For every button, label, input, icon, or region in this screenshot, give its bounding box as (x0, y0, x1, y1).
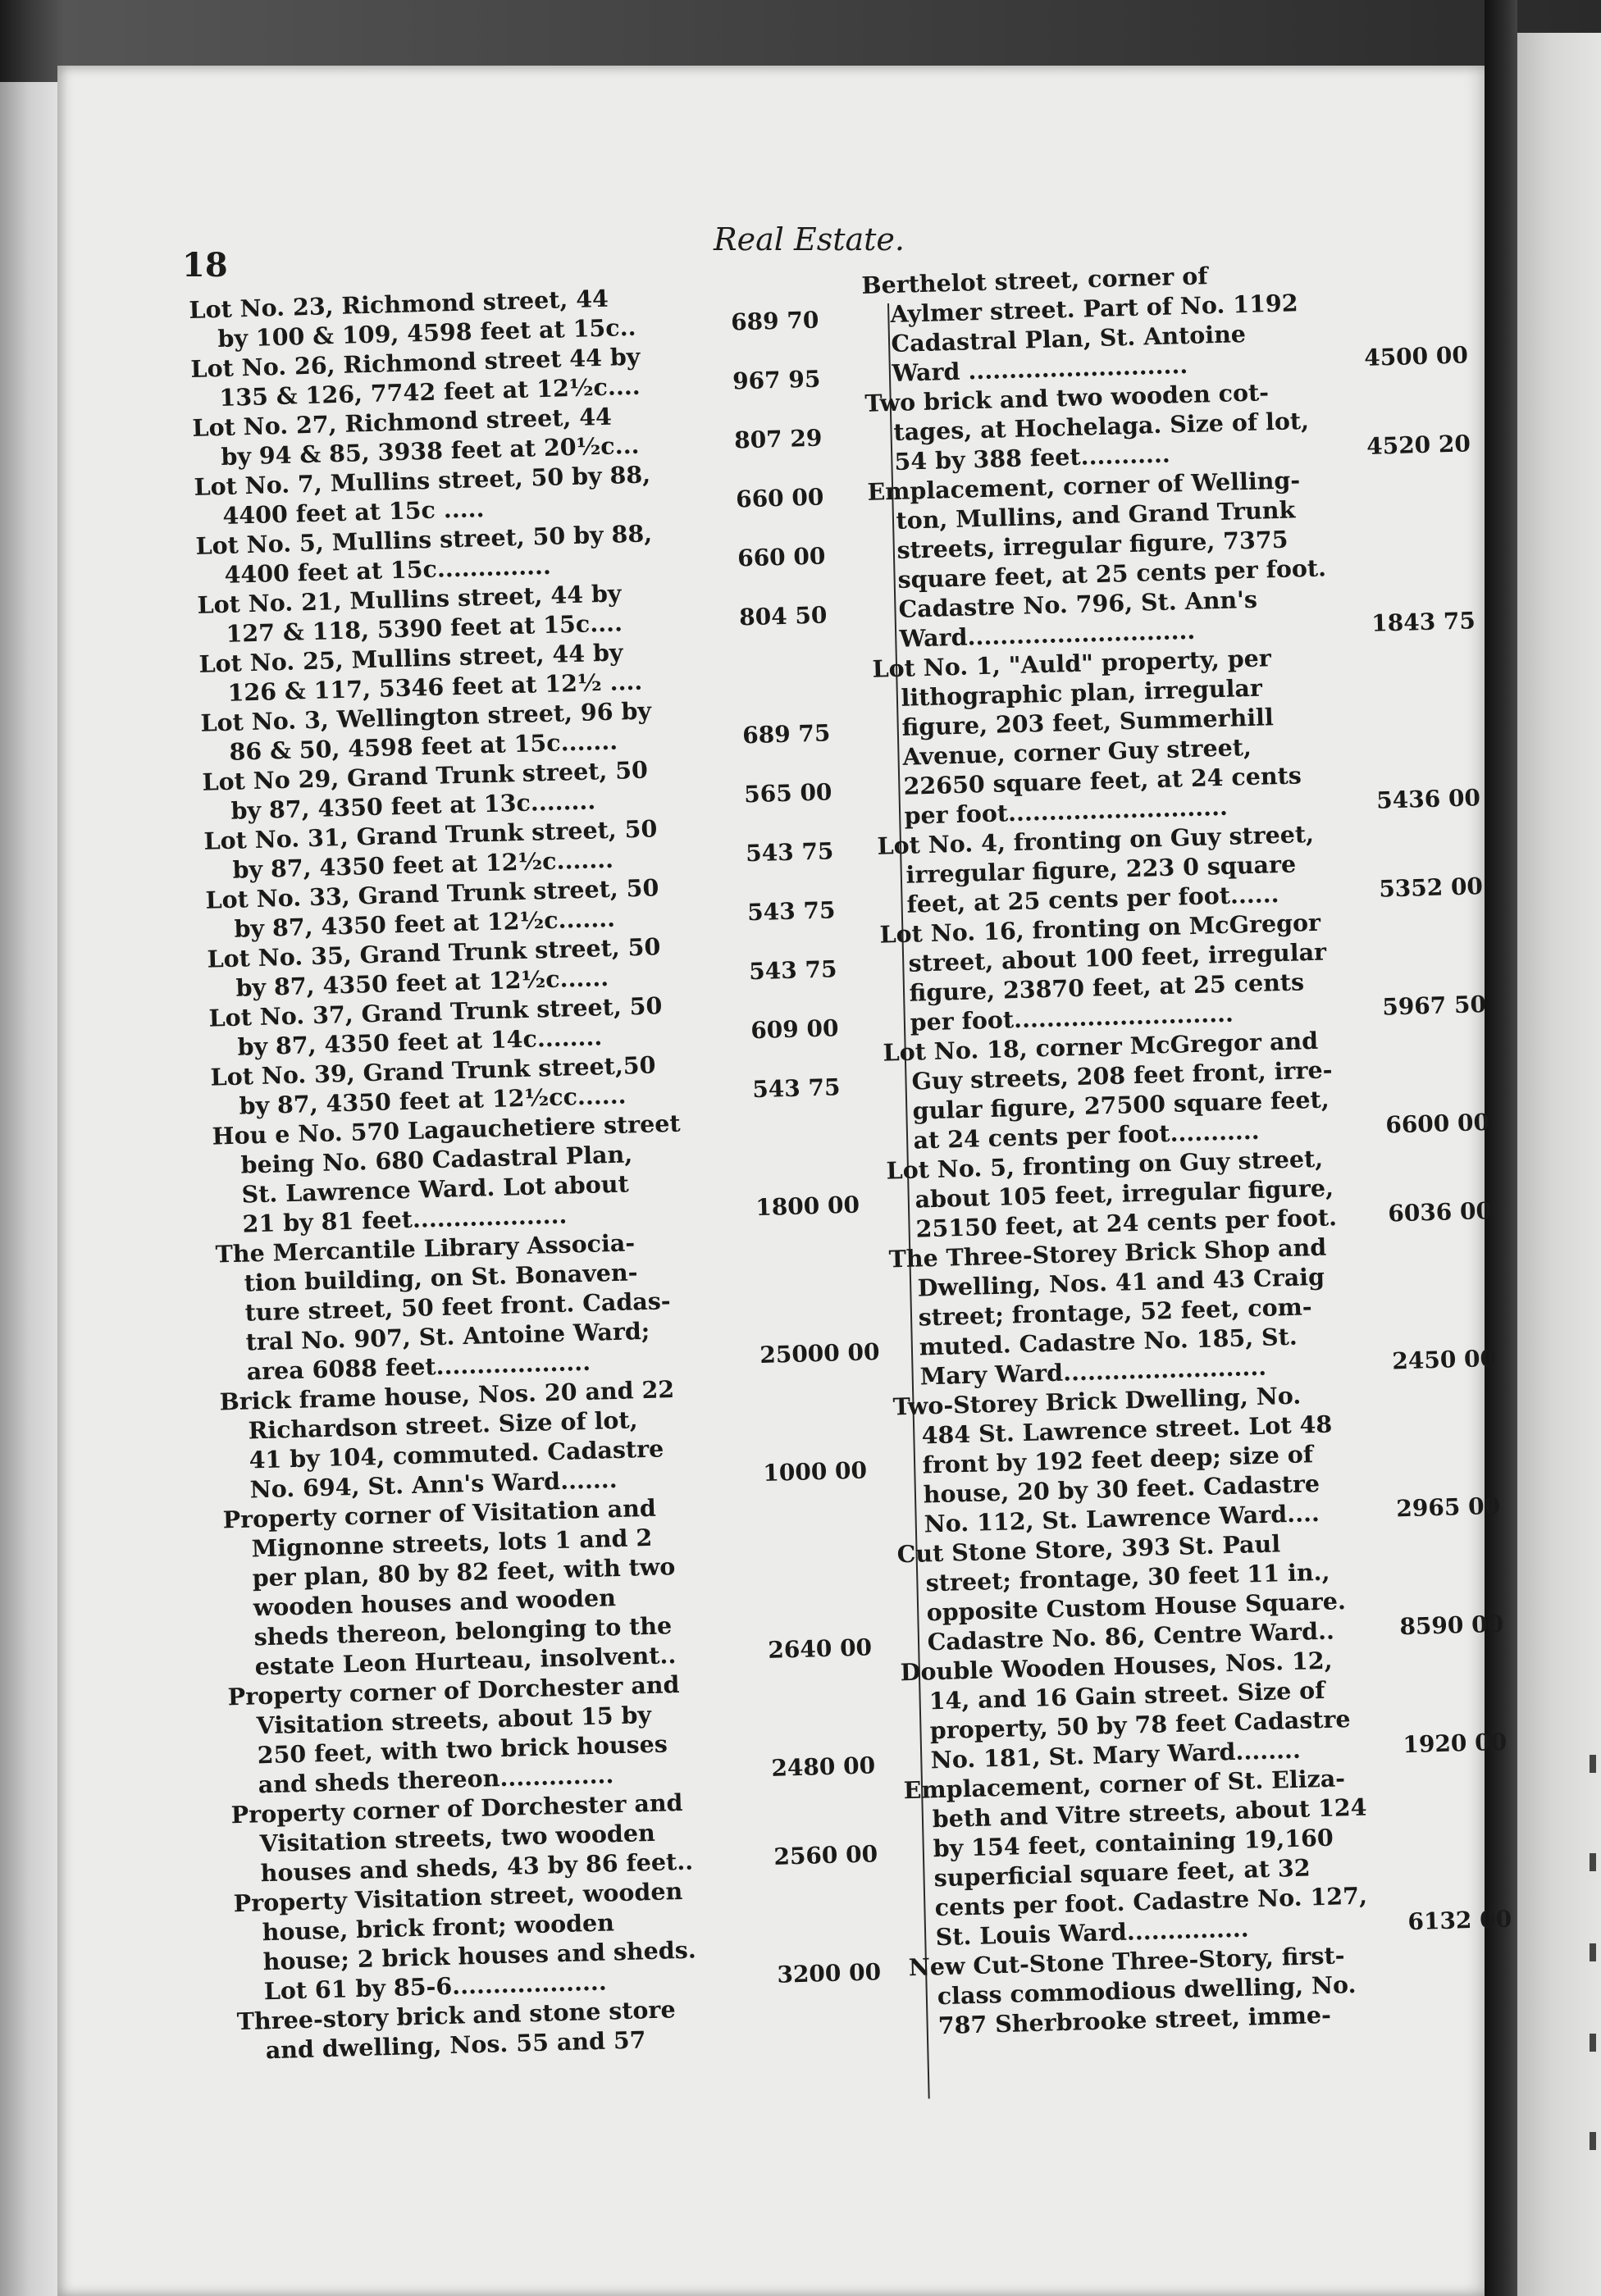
listing-line: and dwelling, Nos. 55 and 57 (265, 2025, 646, 2065)
listing-line: by 87, 4350 feet at 12½c....... (232, 845, 614, 884)
listing-line: 135 & 126, 7742 feet at 12½c.... (219, 371, 641, 412)
listing-entry (908, 1935, 1534, 2041)
listing-entry (212, 1102, 896, 1239)
listing-line: Double Wooden Houses, Nos. 12, (900, 1646, 1333, 1687)
listing-line: Lot No. 21, Mullins street, 44 by (197, 579, 622, 619)
listing-line: house; 2 brick houses and sheds. (262, 1935, 697, 1976)
listing-line: Lot No. 5, Mullins street, 50 by 88, (195, 519, 653, 560)
listing-entry (877, 814, 1503, 920)
listing-line: 86 & 50, 4598 feet at 15c....... (229, 727, 618, 766)
listing-entry (233, 1870, 917, 2007)
listing-line: Aylmer street. Part of No. 1192 (890, 289, 1299, 329)
listing-price: 2965 00 (1395, 1492, 1501, 1523)
listing-entry (903, 1758, 1531, 1952)
listing-entry (227, 1663, 911, 1800)
listing-entry (215, 1220, 900, 1387)
listing-price: 543 75 (751, 1073, 841, 1104)
listing-line: Lot No. 35, Grand Trunk street, 50 (207, 932, 661, 973)
listing-line: Lot No. 27, Richmond street, 44 (192, 402, 613, 442)
listing-line: by 94 & 85, 3938 feet at 20½c... (221, 430, 640, 471)
listing-line: tages, at Hochelaga. Size of lot, (893, 406, 1310, 446)
listing-line: cents per foot. Cadastre No. 127, (934, 1881, 1368, 1922)
listing-line: Guy streets, 208 feet front, irre- (911, 1055, 1333, 1096)
listing-entry (861, 253, 1488, 389)
listing-line: 22650 square feet, at 24 cents (903, 761, 1302, 800)
listing-price: 2560 00 (773, 1840, 878, 1870)
listing-entry (883, 1020, 1509, 1155)
listing-line: class commodious dwelling, No. (937, 1970, 1357, 2011)
listing-line: 4400 feet at 15c.............. (224, 551, 552, 589)
listing-line: Ward ........................... (892, 350, 1188, 387)
listing-price: 4500 00 (1363, 341, 1469, 371)
listing-line: Property Visitation street, wooden (233, 1876, 683, 1918)
listing-line: The Mercantile Library Associa- (215, 1228, 636, 1269)
listing-line: Lot No. 3, Wellington street, 96 by (200, 696, 652, 737)
listing-price: 5967 50 (1381, 991, 1487, 1021)
listing-line: Property corner of Dorchester and (227, 1670, 680, 1711)
listing-line: by 100 & 109, 4598 feet at 15c.. (217, 312, 636, 353)
listing-line: Cadastre No. 796, St. Ann's (898, 585, 1258, 623)
listing-line: feet, at 25 cents per foot...... (906, 880, 1279, 918)
listing-line: Lot No. 5, fronting on Guy street, (886, 1144, 1324, 1185)
listing-line: tral No. 907, St. Antoine Ward; (245, 1316, 650, 1356)
listing-line: Lot No. 33, Grand Trunk street, 50 (205, 873, 659, 914)
listing-price: 6132 00 (1407, 1905, 1512, 1936)
listing-entry (888, 1227, 1516, 1392)
listing-price: 1800 00 (755, 1191, 860, 1222)
listing-line: Lot No. 7, Mullins street, 50 by 88, (194, 460, 651, 501)
listing-price: 8590 00 (1398, 1610, 1504, 1641)
listing-line: by 87, 4350 feet at 12½c...... (235, 963, 609, 1002)
listing-price: 660 00 (735, 483, 824, 513)
listing-line: figure, 23870 feet, at 25 cents (909, 968, 1305, 1007)
listing-line: 4400 feet at 15c ..... (222, 494, 485, 530)
listing-price: 807 29 (733, 424, 823, 454)
listing-line: Visitation streets, two wooden (259, 1818, 656, 1858)
listing-line: Visitation streets, about 15 by (256, 1700, 652, 1740)
listing-line: muted. Cadastre No. 185, St. (919, 1322, 1298, 1361)
listing-line: Lot No. 26, Richmond street 44 by (190, 342, 641, 383)
listing-price: 5436 00 (1375, 784, 1481, 814)
listing-line: tion building, on St. Bonaven- (244, 1258, 638, 1297)
listing-line: Two-Storey Brick Dwelling, No. (892, 1381, 1302, 1421)
listing-line: estate Leon Hurteau, insolvent.. (254, 1641, 677, 1681)
listing-line: figure, 203 feet, Summerhill (901, 703, 1275, 741)
listing-line: Mignonne streets, lots 1 and 2 (251, 1523, 653, 1563)
listing-line: Lot No. 18, corner McGregor and (883, 1026, 1319, 1067)
listing-line: by 87, 4350 feet at 13c........ (230, 786, 596, 825)
listing-line: Hou e No. 570 Lagauchetiere street (212, 1109, 682, 1150)
listing-line: Ward............................ (899, 616, 1196, 653)
listing-price: 543 75 (748, 955, 837, 986)
listing-price: 565 00 (743, 778, 832, 809)
listing-line: 126 & 117, 5346 feet at 12½ .... (227, 667, 643, 707)
listing-line: 127 & 118, 5390 feet at 15c.... (226, 608, 623, 648)
listing-line: ture street, 50 feet front. Cadas- (244, 1287, 672, 1327)
listing-price: 609 00 (750, 1014, 839, 1045)
listing-price: 1920 00 (1402, 1728, 1507, 1759)
listing-line: front by 192 feet deep; size of (922, 1440, 1314, 1479)
listing-price: 543 75 (745, 837, 834, 868)
listing-line: 14, and 16 Gain street. Size of (928, 1675, 1325, 1715)
listing-line: Lot No. 25, Mullins street, 44 by (198, 638, 623, 678)
listing-line: by 87, 4350 feet at 14c........ (237, 1023, 603, 1061)
listing-line: Emplacement, corner of St. Eliza- (903, 1764, 1346, 1805)
listing-line: opposite Custom House Square. (926, 1587, 1347, 1627)
listing-line: superficial square feet, at 32 (933, 1853, 1311, 1893)
listing-price: 5352 00 (1378, 872, 1484, 903)
listing-price: 660 00 (737, 542, 826, 572)
listing-line: Lot No 29, Grand Trunk street, 50 (202, 755, 649, 796)
listing-line: Lot No. 23, Richmond street, 44 (189, 284, 609, 324)
listing-price: 967 95 (732, 365, 821, 395)
listing-price: 1000 00 (762, 1456, 868, 1487)
listing-entry (896, 1522, 1523, 1657)
listing-line: The Three-Storey Brick Shop and (888, 1232, 1327, 1273)
listing-line: Emplacement, corner of Welling- (867, 466, 1301, 506)
listing-line: Dwelling, Nos. 41 and 43 Craig (917, 1262, 1325, 1302)
listing-line: irregular figure, 223 0 square (905, 850, 1297, 889)
listing-line: Lot No. 37, Grand Trunk street, 50 (208, 991, 663, 1032)
listing-line: No. 694, St. Ann's Ward....... (249, 1465, 618, 1504)
listing-line: Property corner of Visitation and (222, 1493, 657, 1534)
listing-line: per foot........................... (910, 999, 1234, 1036)
listing-price: 689 70 (730, 306, 819, 336)
listing-entry (867, 460, 1495, 654)
right-column (861, 253, 1534, 2041)
listing-line: and sheds thereon.............. (258, 1761, 614, 1799)
listing-line: Avenue, corner Guy street, (902, 732, 1252, 771)
listing-line: St. Louis Ward............... (935, 1914, 1250, 1952)
listing-line: Lot No. 1, "Auld" property, per (872, 644, 1272, 683)
listing-entry (900, 1640, 1526, 1775)
listing-line: houses and sheds, 43 by 86 feet.. (260, 1847, 694, 1888)
listing-line: by 154 feet, containing 19,160 (933, 1823, 1334, 1863)
listing-line: Brick frame house, Nos. 20 and 22 (219, 1374, 675, 1416)
listing-entry (222, 1486, 908, 1682)
listing-line: sheds thereon, belonging to the (253, 1611, 673, 1651)
listing-price: 2450 00 (1391, 1344, 1497, 1375)
listing-line: being No. 680 Cadastral Plan, (240, 1140, 633, 1179)
listing-entry (219, 1368, 903, 1505)
listing-line: by 87, 4350 feet at 12½c....... (234, 904, 616, 943)
listing-line: Three-story brick and stone store (236, 1995, 677, 2036)
listing-line: Berthelot street, corner of (861, 262, 1208, 299)
listing-line: property, 50 by 78 feet Cadastre (929, 1705, 1351, 1745)
listing-line: Mary Ward......................... (919, 1352, 1267, 1391)
listing-line: 25150 feet, at 24 cents per foot. (915, 1203, 1338, 1243)
listing-line: 250 feet, with two brick houses (257, 1729, 668, 1770)
listing-line: Lot No. 39, Grand Trunk street,50 (210, 1050, 656, 1091)
listing-line: street, about 100 feet, irregular (908, 937, 1327, 977)
listing-line: 484 St. Lawrence street. Lot 48 (921, 1410, 1333, 1450)
listing-line: Lot 61 by 85-6................... (263, 1967, 608, 2006)
listing-line: No. 112, St. Lawrence Ward.... (924, 1498, 1320, 1538)
listing-line: Richardson street. Size of lot, (248, 1405, 638, 1445)
running-head: Real Estate. (714, 221, 905, 257)
listing-price: 1843 75 (1371, 607, 1476, 637)
listing-entry (879, 902, 1506, 1037)
listing-line: at 24 cents per foot........... (913, 1116, 1261, 1155)
listing-line: streets, irregular figure, 7375 (896, 525, 1289, 564)
listing-line: Two brick and two wooden cot- (864, 378, 1270, 417)
listing-line: 21 by 81 feet................... (242, 1200, 568, 1238)
listing-line: Cadastral Plan, St. Antoine (891, 319, 1247, 358)
listing-entry (864, 371, 1490, 477)
listing-line: 41 by 104, commuted. Cadastre (249, 1434, 664, 1474)
listing-line: per foot........................... (904, 792, 1229, 830)
listing-line: house, brick front; wooden (262, 1908, 615, 1947)
listing-line: by 87, 4350 feet at 12½cc...... (239, 1081, 627, 1120)
page-number: 18 (182, 246, 228, 285)
left-column (189, 276, 919, 2066)
listing-line: street; frontage, 30 feet 11 in., (925, 1557, 1330, 1597)
listing-line: Lot No. 16, fronting on McGregor (879, 908, 1321, 949)
listing-line: about 105 feet, irregular figure, (915, 1173, 1334, 1214)
listing-line: 787 Sherbrooke street, imme- (937, 2000, 1332, 2040)
listing-line: Cadastre No. 86, Centre Ward.. (927, 1616, 1335, 1656)
listing-line: St. Lawrence Ward. Lot about (241, 1169, 630, 1209)
listing-line: No. 181, St. Mary Ward........ (930, 1735, 1302, 1774)
listing-price: 3200 00 (777, 1958, 882, 1988)
listing-price: 6036 00 (1387, 1196, 1493, 1228)
listing-line: 54 by 388 feet........... (894, 440, 1171, 476)
listing-line: street; frontage, 52 feet, com- (918, 1292, 1313, 1332)
listing-line: Lot No. 31, Grand Trunk street, 50 (203, 814, 658, 855)
listing-line: house, 20 by 30 feet. Cadastre (923, 1469, 1320, 1509)
listing-entry (886, 1138, 1512, 1244)
listing-line: ton, Mullins, and Grand Trunk (896, 495, 1296, 535)
listing-price: 2640 00 (767, 1633, 873, 1664)
listing-line: Property corner of Dorchester and (230, 1788, 683, 1829)
listing-line: square feet, at 25 cents per foot. (897, 554, 1327, 594)
listing-price: 4520 20 (1366, 430, 1471, 460)
listing-line: New Cut-Stone Three-Story, first- (908, 1941, 1345, 1982)
listing-entry (872, 637, 1500, 831)
listing-line: gular figure, 27500 square feet, (912, 1085, 1330, 1125)
listing-price: 689 75 (741, 719, 831, 749)
listing-price: 543 75 (746, 896, 836, 927)
listing-entry (892, 1374, 1520, 1539)
listing-price: 804 50 (738, 601, 828, 631)
listing-line: lithographic plan, irregular (901, 673, 1263, 712)
listing-price: 2480 00 (770, 1752, 876, 1782)
listing-price: 25000 00 (759, 1337, 880, 1369)
listing-line: area 6088 feet................... (246, 1347, 591, 1386)
listing-line: wooden houses and wooden (253, 1583, 617, 1622)
listing-line: Lot No. 4, fronting on Guy street, (877, 819, 1315, 860)
listing-line: beth and Vitre streets, about 124 (932, 1793, 1367, 1834)
listing-line: Cut Stone Store, 393 St. Paul (896, 1529, 1281, 1569)
listing-price: 6600 00 (1384, 1109, 1490, 1139)
listing-line: per plan, 80 by 82 feet, with two (252, 1552, 676, 1592)
